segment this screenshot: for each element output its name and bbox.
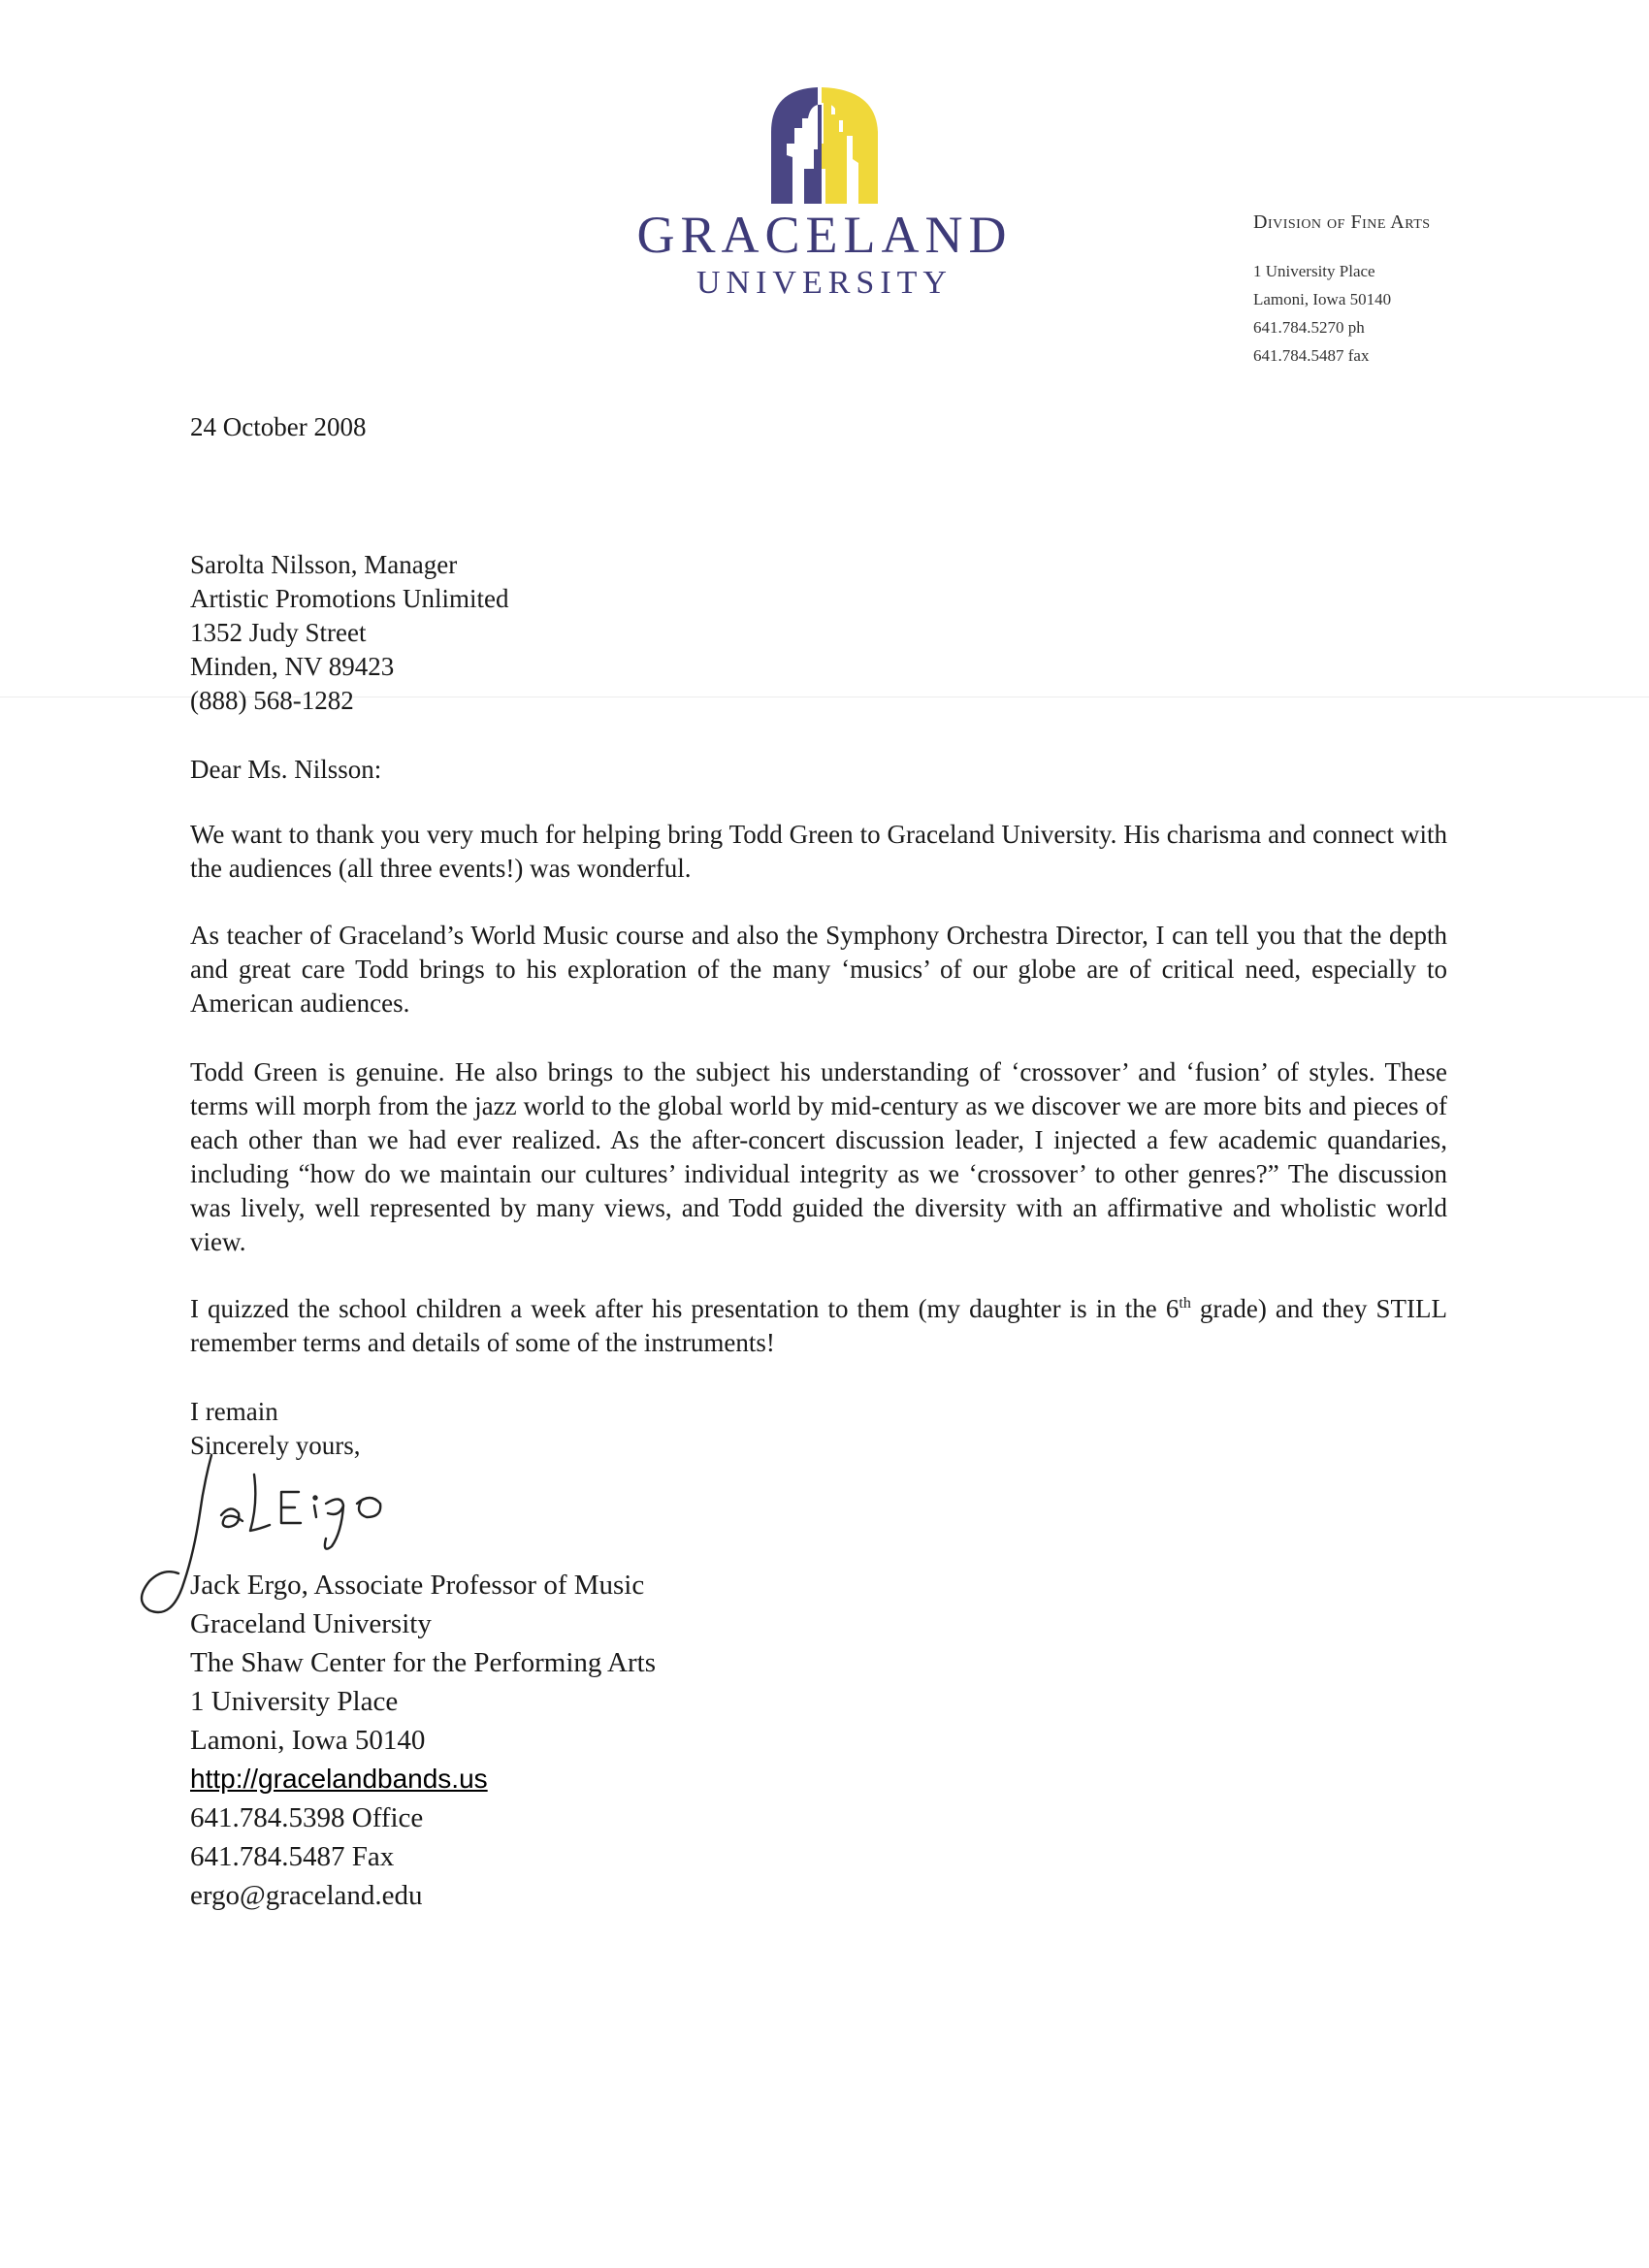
- division-title: Division of Fine Arts: [1253, 211, 1431, 233]
- website-link[interactable]: http://gracelandbands.us: [190, 1764, 488, 1794]
- body-paragraph: As teacher of Graceland’s World Music course and also the Symphony Orchestra Director, I can tell you that the depth and great care Todd brings to his exploration of the many ‘musics’ of our globe are of critical need, especially to American audiences.: [190, 921, 1447, 1018]
- signer-name-title: Jack Ergo, Associate Professor of Music: [190, 1570, 645, 1601]
- signature-block: [190, 1566, 656, 1915]
- division-address-line: 1 University Place: [1253, 262, 1375, 280]
- recipient-line: Artistic Promotions Unlimited: [190, 584, 509, 613]
- closing-line: I remain: [190, 1397, 278, 1426]
- division-fax: 641.784.5487 fax: [1253, 346, 1370, 365]
- recipient-line: 1352 Judy Street: [190, 618, 367, 647]
- closing-line: Sincerely yours,: [190, 1431, 361, 1460]
- paragraph-text: grade) and they STILL remember terms and details of some of the instruments!: [190, 1294, 1448, 1357]
- recipient-line: Minden, NV 89423: [190, 652, 395, 681]
- university-wordmark: [621, 206, 1028, 303]
- signer-organization: Graceland University: [190, 1608, 432, 1639]
- signer-email: ergo@graceland.edu: [190, 1880, 423, 1911]
- paragraph-text: I quizzed the school children a week after his presentation to them (my daughter is in the 6: [190, 1294, 1180, 1323]
- signer-fax: 641.784.5487 Fax: [190, 1841, 395, 1872]
- salutation: Dear Ms. Nilsson:: [190, 755, 382, 784]
- body-paragraph: [190, 1292, 1447, 1360]
- signer-website-line: [190, 1760, 656, 1798]
- university-name-line2: UNIVERSITY: [696, 265, 953, 301]
- body-paragraph: Todd Green is genuine. He also brings to the subject his understanding of ‘crossover’ and ‘fusion’ of styles. These terms will morph from the jazz world to the global world by mid-century as we discover we are more bits and pieces of each other than we had ever realized. As the after-concert discussion leader, I injected a few academic quandaries, including “how do we maintain our cultures’ individual integrity as we ‘crossover’ to other genres?” The discussion was lively, well represented by many views, and Todd guided the diversity with an affirmative and wholistic world view.: [190, 1057, 1447, 1256]
- division-address: [1253, 257, 1622, 370]
- graceland-logo-icon: [761, 85, 888, 204]
- letter-date: 24 October 2008: [190, 412, 367, 441]
- recipient-address: [190, 548, 509, 718]
- recipient-line: Sarolta Nilsson, Manager: [190, 550, 458, 579]
- division-phone: 641.784.5270 ph: [1253, 318, 1365, 337]
- recipient-line: (888) 568-1282: [190, 686, 354, 715]
- ordinal-suffix: th: [1179, 1295, 1191, 1312]
- signer-office-phone: 641.784.5398 Office: [190, 1802, 424, 1833]
- signer-department: The Shaw Center for the Performing Arts: [190, 1647, 657, 1678]
- university-name-line1: GRACELAND: [636, 206, 1013, 264]
- body-paragraph: We want to thank you very much for helping bring Todd Green to Graceland University. His charisma and connect with the audiences (all three events!) was wonderful.: [190, 820, 1447, 883]
- signer-street: 1 University Place: [190, 1686, 399, 1717]
- division-header: [1253, 211, 1622, 370]
- signer-city: Lamoni, Iowa 50140: [190, 1725, 426, 1756]
- division-address-line: Lamoni, Iowa 50140: [1253, 290, 1392, 308]
